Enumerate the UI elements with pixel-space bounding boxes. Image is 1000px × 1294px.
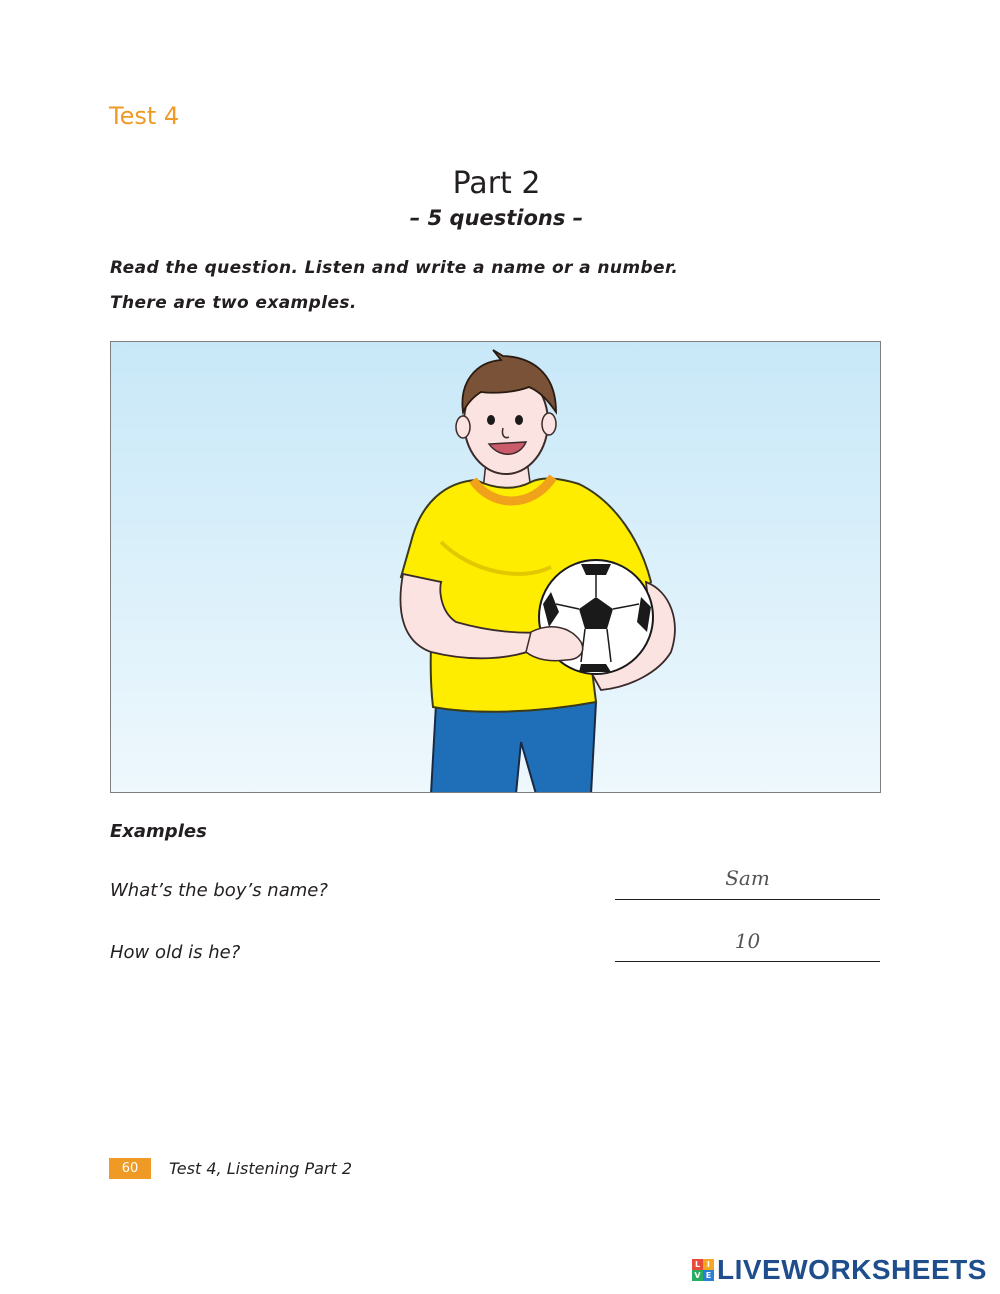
page-number-badge: 60: [109, 1158, 151, 1179]
answer-line-2: [615, 961, 880, 962]
examples-heading: Examples: [110, 821, 207, 842]
liveworksheets-icon: [692, 1259, 714, 1281]
example-question-1: What’s the boy’s name?: [110, 880, 328, 901]
boy-with-football-picture: [110, 341, 881, 793]
logo-letter-v: V: [692, 1270, 703, 1281]
answer-line-1: [615, 899, 880, 900]
example-question-2: How old is he?: [110, 942, 241, 963]
part-subtitle: – 5 questions –: [409, 206, 584, 230]
test-label: Test 4: [109, 102, 180, 130]
logo-letter-i: I: [703, 1259, 714, 1270]
logo-letter-e: E: [703, 1270, 714, 1281]
example-answer-1: Sam: [725, 866, 770, 890]
boy-with-football-illustration: [111, 342, 881, 793]
instruction-line-1: Read the question. Listen and write a name or a number.: [110, 258, 679, 278]
example-answer-2: 10: [734, 929, 761, 953]
part-title: Part 2: [452, 166, 541, 201]
instruction-line-2: There are two examples.: [110, 293, 357, 313]
liveworksheets-logo[interactable]: [692, 1255, 987, 1285]
liveworksheets-text: LIVEWORKSHEETS: [717, 1254, 987, 1285]
logo-letter-l: L: [692, 1259, 703, 1270]
footer-text: Test 4, Listening Part 2: [169, 1159, 353, 1178]
